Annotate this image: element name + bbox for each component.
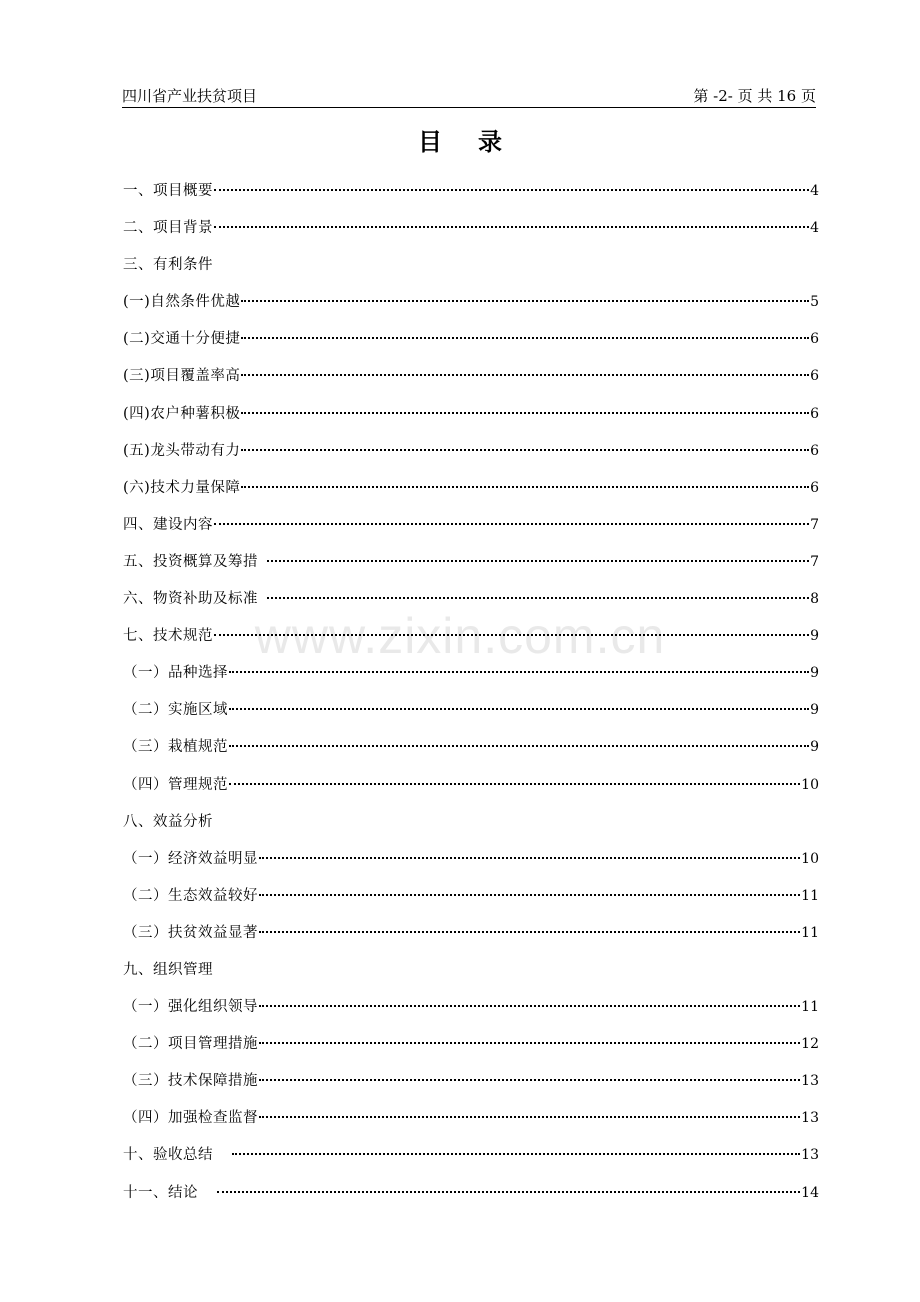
- table-of-contents: [123, 175, 819, 1214]
- toc-entry-page: 13: [801, 1073, 819, 1090]
- toc-entry-label: （一）品种选择: [123, 665, 228, 682]
- page-header: [122, 86, 816, 108]
- toc-entry[interactable]: [123, 1065, 819, 1102]
- toc-entry[interactable]: [123, 435, 819, 472]
- toc-dot-leader: [259, 1116, 800, 1118]
- toc-dot-leader: [241, 486, 809, 488]
- toc-entry[interactable]: [123, 620, 819, 657]
- toc-entry-label: 十、验收总结: [123, 1147, 213, 1164]
- toc-entry-page: 9: [810, 665, 819, 682]
- toc-entry-label: 七、技术规范: [123, 628, 213, 645]
- toc-entry[interactable]: [123, 1139, 819, 1176]
- toc-entry-label: （三）栽植规范: [123, 739, 228, 756]
- toc-entry[interactable]: [123, 323, 819, 360]
- toc-entry[interactable]: [123, 917, 819, 954]
- toc-entry-page: 7: [810, 516, 819, 533]
- toc-entry[interactable]: [123, 843, 819, 880]
- toc-dot-leader: [259, 857, 800, 859]
- toc-entry[interactable]: [123, 657, 819, 694]
- toc-entry-label: 九、组织管理: [123, 961, 213, 978]
- toc-entry[interactable]: [123, 360, 819, 397]
- toc-dot-leader: [232, 1153, 800, 1155]
- toc-dot-leader: [241, 337, 809, 339]
- toc-entry-label: （二）实施区域: [123, 702, 228, 719]
- toc-dot-leader: [229, 783, 800, 785]
- toc-entry-label: 八、效益分析: [123, 813, 213, 830]
- toc-entry-label: （一）强化组织领导: [123, 999, 258, 1016]
- toc-entry-label: （二）生态效益较好: [123, 887, 258, 904]
- toc-entry-label: （三）扶贫效益显著: [123, 924, 258, 941]
- toc-dot-leader: [267, 597, 809, 599]
- toc-entry[interactable]: [123, 286, 819, 323]
- toc-entry[interactable]: [123, 212, 819, 249]
- toc-entry-label: （四）管理规范: [123, 776, 228, 793]
- toc-entry-label: （二）项目管理措施: [123, 1036, 258, 1053]
- toc-entry[interactable]: [123, 509, 819, 546]
- toc-entry[interactable]: [123, 472, 819, 509]
- toc-entry[interactable]: [123, 1102, 819, 1139]
- toc-entry[interactable]: [123, 1177, 819, 1214]
- toc-entry-label: (一)自然条件优越: [123, 294, 241, 311]
- toc-dot-leader: [259, 1079, 800, 1081]
- toc-dot-leader: [259, 894, 800, 896]
- toc-entry[interactable]: [123, 1028, 819, 1065]
- toc-entry-label: (五)龙头带动有力: [123, 442, 241, 459]
- toc-entry-page: 7: [810, 553, 819, 570]
- toc-entry-page: 8: [810, 591, 819, 608]
- toc-entry-label: 四、建设内容: [123, 516, 213, 533]
- toc-entry-label: 五、投资概算及筹措: [123, 553, 258, 570]
- toc-entry[interactable]: [123, 175, 819, 212]
- toc-entry-page: 9: [810, 739, 819, 756]
- toc-entry-page: 6: [810, 479, 819, 496]
- toc-entry-label: (六)技术力量保障: [123, 479, 241, 496]
- toc-entry-label: （三）技术保障措施: [123, 1073, 258, 1090]
- toc-entry-page: 6: [810, 331, 819, 348]
- toc-dot-leader: [259, 931, 800, 933]
- toc-entry-page: 9: [810, 702, 819, 719]
- toc-entry-label: 六、物资补助及标准: [123, 591, 258, 608]
- toc-entry-label: (二)交通十分便捷: [123, 331, 241, 348]
- toc-dot-leader: [214, 226, 809, 228]
- toc-entry[interactable]: [123, 731, 819, 768]
- toc-entry-page: 13: [801, 1110, 819, 1127]
- header-page-number: 第 -2- 页 共 16 页: [693, 87, 816, 105]
- toc-entry[interactable]: [123, 954, 819, 991]
- toc-entry-page: 6: [810, 368, 819, 385]
- toc-entry-page: 4: [810, 220, 819, 237]
- toc-entry[interactable]: [123, 991, 819, 1028]
- toc-dot-leader: [229, 708, 809, 710]
- toc-dot-leader: [241, 449, 809, 451]
- toc-dot-leader: [267, 560, 809, 562]
- toc-dot-leader: [241, 300, 809, 302]
- toc-dot-leader: [241, 412, 809, 414]
- toc-dot-leader: [229, 745, 809, 747]
- toc-entry-label: (四)农户种薯积极: [123, 405, 241, 422]
- toc-dot-leader: [241, 374, 809, 376]
- toc-entry-label: 一、项目概要: [123, 183, 213, 199]
- toc-dot-leader: [214, 523, 809, 525]
- toc-entry-label: 十一、结论: [123, 1184, 198, 1201]
- toc-dot-leader: [259, 1042, 800, 1044]
- toc-dot-leader: [214, 189, 809, 191]
- toc-entry-page: 5: [810, 294, 819, 311]
- toc-entry-page: 11: [801, 924, 819, 941]
- toc-entry[interactable]: [123, 880, 819, 917]
- toc-dot-leader: [217, 1191, 800, 1193]
- toc-entry[interactable]: [123, 769, 819, 806]
- toc-entry[interactable]: [123, 583, 819, 620]
- toc-entry-page: 6: [810, 405, 819, 422]
- toc-entry-page: 14: [801, 1184, 819, 1201]
- toc-entry-page: 13: [801, 1147, 819, 1164]
- toc-entry[interactable]: [123, 546, 819, 583]
- toc-entry[interactable]: [123, 249, 819, 286]
- page-title: 目录: [418, 128, 538, 156]
- header-project-name: 四川省产业扶贫项目: [122, 87, 258, 105]
- toc-entry[interactable]: [123, 694, 819, 731]
- toc-entry-label: （四）加强检查监督: [123, 1110, 258, 1127]
- toc-entry-page: 9: [810, 628, 819, 645]
- toc-entry-label: 三、有利条件: [123, 257, 213, 274]
- toc-dot-leader: [259, 1005, 800, 1007]
- toc-entry-page: 10: [801, 776, 819, 793]
- toc-entry[interactable]: [123, 806, 819, 843]
- toc-dot-leader: [229, 671, 809, 673]
- toc-entry-page: 4: [810, 183, 819, 199]
- toc-entry-label: 二、项目背景: [123, 220, 213, 237]
- toc-entry-page: 11: [801, 887, 819, 904]
- toc-entry-page: 11: [801, 999, 819, 1016]
- toc-entry-page: 10: [801, 850, 819, 867]
- toc-entry[interactable]: [123, 398, 819, 435]
- toc-entry-label: （一）经济效益明显: [123, 850, 258, 867]
- toc-entry-page: 6: [810, 442, 819, 459]
- toc-entry-label: (三)项目覆盖率高: [123, 368, 241, 385]
- toc-entry-page: 12: [801, 1036, 819, 1053]
- watermark: www.zixin.com.cn: [254, 608, 666, 664]
- toc-dot-leader: [214, 634, 809, 636]
